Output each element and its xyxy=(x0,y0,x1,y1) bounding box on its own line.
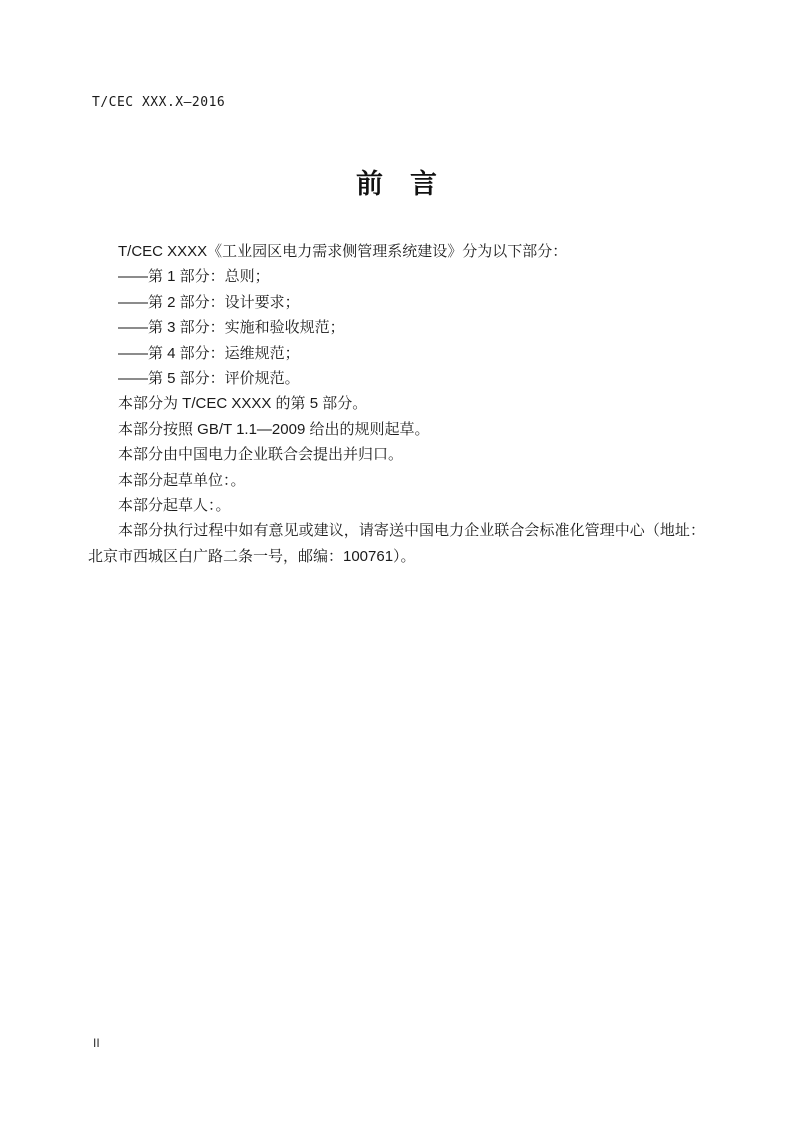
foreword-closing-paragraph: 本部分执行过程中如有意见或建议，请寄送中国电力企业联合会标准化管理中心（地址：北京市西城区白广路二条一号，邮编：100761）。 xyxy=(88,522,705,565)
running-header-doc-number: T/CEC XXX.X—2016 xyxy=(92,95,226,110)
page-number: II xyxy=(93,1036,100,1050)
foreword-body xyxy=(88,239,705,569)
foreword-paragraph-part-of: 本部分为 T/CEC XXXX 的第 5 部分。 xyxy=(118,395,368,413)
page-title: 前 言 xyxy=(356,169,437,199)
foreword-paragraph-drafting-unit: 本部分起草单位：。 xyxy=(118,471,246,489)
foreword-paragraph-drafting-rules: 本部分按照 GB/T 1.1—2009 给出的规则起草。 xyxy=(118,420,430,438)
part-list-item-4: ——第 4 部分：运维规范； xyxy=(118,344,300,362)
foreword-paragraph-drafters: 本部分起草人：。 xyxy=(118,497,231,515)
foreword-intro-paragraph: T/CEC XXXX《工业园区电力需求侧管理系统建设》分为以下部分： xyxy=(118,243,568,260)
part-list-item-1: ——第 1 部分：总则； xyxy=(118,268,270,286)
foreword-paragraph-proposed-by: 本部分由中国电力企业联合会提出并归口。 xyxy=(118,446,404,464)
part-list-item-5: ——第 5 部分：评价规范。 xyxy=(118,370,300,388)
part-list-item-2: ——第 2 部分：设计要求； xyxy=(118,293,300,311)
part-list-item-3: ——第 3 部分：实施和验收规范； xyxy=(118,319,345,337)
